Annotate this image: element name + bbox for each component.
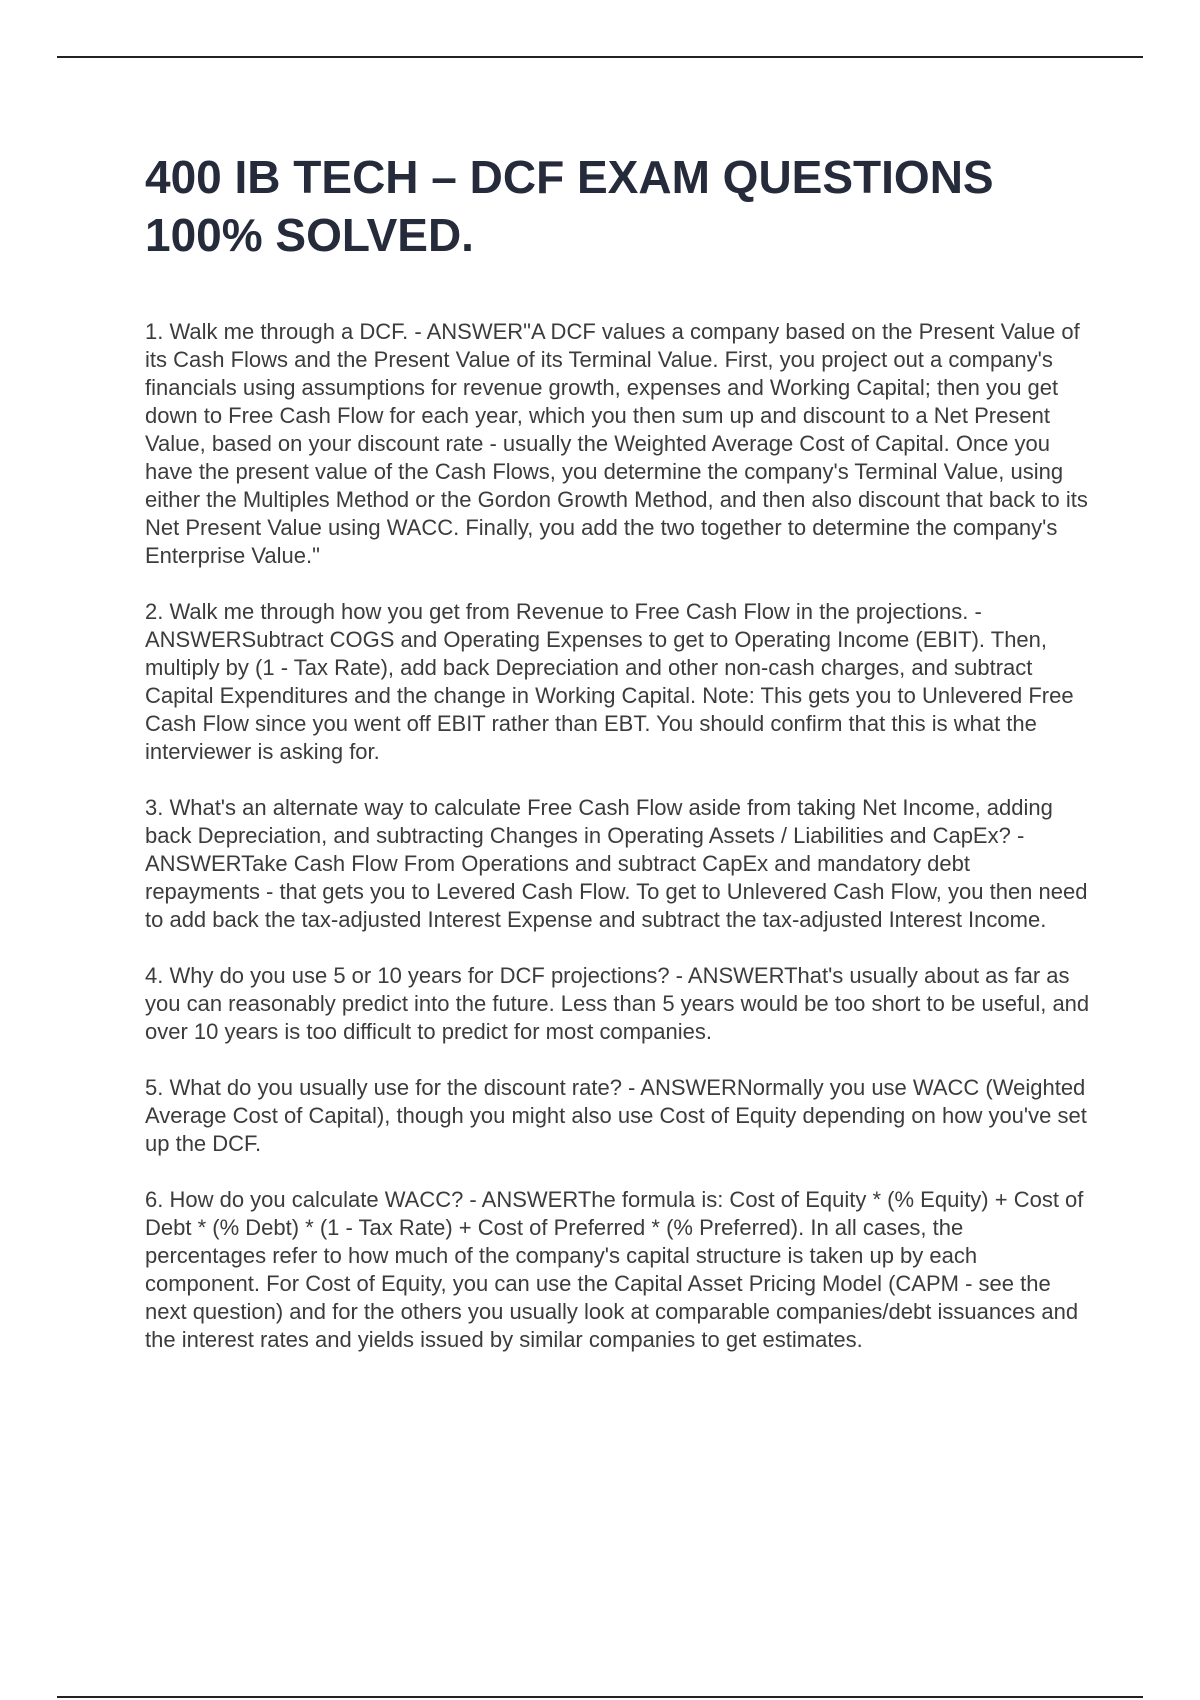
document-title: [145, 148, 1090, 264]
question-answer-1: 1. Walk me through a DCF. - ANSWER"A DCF values a company based on the Present Value of its Cash Flows and the Present Value of its Terminal Value. First, you project out a company's financials using assumptions for revenue growth, expenses and Working Capital; then you get down to Free Cash Flow for each year, which you then sum up and discount to a Net Present Value, based on your discount rate - usually the Weighted Average Cost of Capital. Once you have the present value of the Cash Flows, you determine the company's Terminal Value, using either the Multiples Method or the Gordon Growth Method, and then also discount that back to its Net Present Value using WACC. Finally, you add the two together to determine the company's Enterprise Value.": [145, 319, 1088, 568]
title-line-2: 100% SOLVED.: [145, 209, 474, 261]
question-answer-5: 5. What do you usually use for the discount rate? - ANSWERNormally you use WACC (Weighted Average Cost of Capital), though you might also use Cost of Equity depending on how you've set up the DCF.: [145, 1075, 1087, 1156]
bottom-divider: [57, 1696, 1143, 1698]
question-answer-2: 2. Walk me through how you get from Revenue to Free Cash Flow in the projections. - ANSWERSubtract COGS and Operating Expenses to get to Operating Income (EBIT). Then, multiply by (1 - Tax Rate), add back Depreciation and other non-cash charges, and subtract Capital Expenditures and the change in Working Capital. Note: This gets you to Unlevered Free Cash Flow since you went off EBIT rather than EBT. You should confirm that this is what the interviewer is asking for.: [145, 599, 1074, 764]
page-content: [145, 148, 1090, 1382]
top-divider: [57, 56, 1143, 58]
question-answer-4: 4. Why do you use 5 or 10 years for DCF projections? - ANSWERThat's usually about as far as you can reasonably predict into the future. Less than 5 years would be too short to be useful, and over 10 years is too difficult to predict for most companies.: [145, 963, 1090, 1044]
question-answer-6: 6. How do you calculate WACC? - ANSWERThe formula is: Cost of Equity * (% Equity) + Cost of Debt * (% Debt) * (1 - Tax Rate) + Cost of Preferred * (% Preferred). In all cases, the percentages refer to how much of the company's capital structure is taken up by each component. For Cost of Equity, you can use the Capital Asset Pricing Model (CAPM - see the next question) and for the others you usually look at comparable companies/debt issuances and the interest rates and yields issued by similar companies to get estimates.: [145, 1187, 1084, 1352]
question-answer-3: 3. What's an alternate way to calculate Free Cash Flow aside from taking Net Income, adding back Depreciation, and subtracting Changes in Operating Assets / Liabilities and CapEx? - ANSWERTake Cash Flow From Operations and subtract CapEx and mandatory debt repayments - that gets you to Levered Cash Flow. To get to Unlevered Cash Flow, you then need to add back the tax-adjusted Interest Expense and subtract the tax-adjusted Interest Income.: [145, 795, 1088, 932]
title-line-1: 400 IB TECH – DCF EXAM QUESTIONS: [145, 151, 994, 203]
